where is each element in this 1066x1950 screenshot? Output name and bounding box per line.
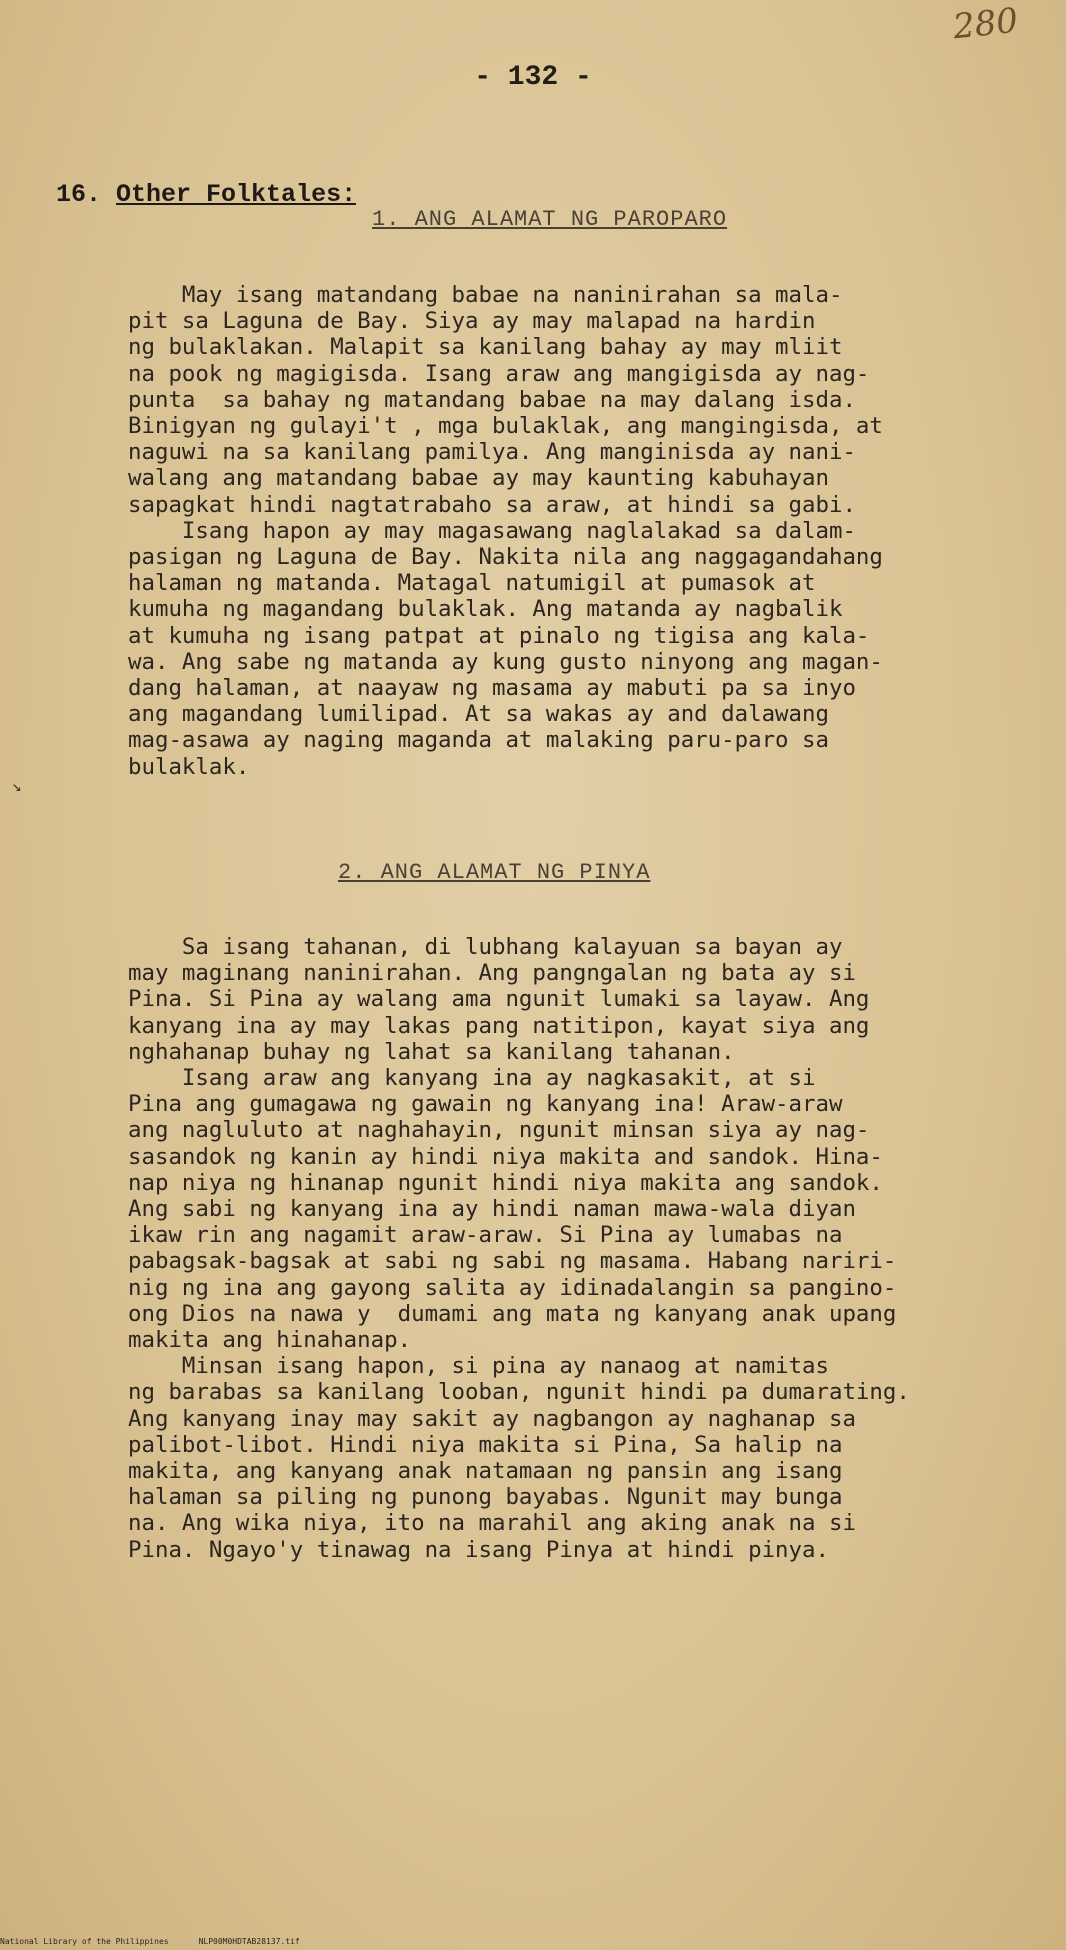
footer-library: National Library of the Philippines bbox=[0, 1937, 169, 1946]
footer-file-code: NLP00M0HDTAB28137.tif bbox=[198, 1937, 300, 1946]
story-title-paroparo: 1. ANG ALAMAT NG PAROPARO bbox=[372, 207, 728, 232]
section-title: Other Folktales: bbox=[116, 180, 357, 209]
story-title-pinya: 2. ANG ALAMAT NG PINYA bbox=[338, 860, 651, 885]
margin-mark: ↘ bbox=[12, 778, 22, 796]
story-text-pinya: Sa isang tahanan, di lubhang kalayuan sa bayan ay may maginang naninirahan. Ang pangngalan ng bata ay si Pina. Si Pina ay walang ama ngunit lumaki sa layaw. Ang kanyang ina ay may lakas pang natitipon, kayat siya ang nghahanap buhay ng lahat sa kanilang tahanan. Isang araw ang kanyang ina ay nagkasakit, at si Pina ang gumagawa ng gawain ng kanyang ina! Araw-araw ang nagluluto at naghahayin, ngunit minsan siya ay nag- sasandok ng kanin ay hindi niya makita and sandok. Hina- nap niya ng hinanap ngunit hindi niya makita ang sandok. Ang sabi ng kanyang ina ay hindi naman mawa-wala diyan ikaw rin ang nagamit araw-araw. Si Pina ay lumabas na pabagsak-bagsak at sabi ng sabi ng masama. Habang nariri- nig ng ina ang gayong salita ay idinadalangin sa pangino- ong Dios na nawa y dumami ang mata ng kanyang anak upang makita ang hinahanap. Minsan isang hapon, si pina ay nanaog at namitas ng barabas sa kanilang looban, ngunit hindi pa dumarating. Ang kanyang inay may sakit ay nagbangon ay naghanap sa palibot-libot. Hindi niya makita si Pina, Sa halip na makita, ang kanyang anak natamaan ng pansin ang isang halaman sa piling ng punong bayabas. Ngunit may bunga na. Ang wika niya, ito na marahil ang aking anak na si Pina. Ngayo'y tinawag na isang Pinya at hindi pinya. bbox=[128, 934, 910, 1563]
page-number: - 132 - bbox=[474, 62, 592, 93]
story-text-paroparo: May isang matandang babae na naninirahan sa mala- pit sa Laguna de Bay. Siya ay may malapad na hardin ng bulaklakan. Malapit sa kanilang bahay ay may mliit na pook ng magigisda. Isang araw ang mangigisda ay nag- punta sa bahay ng matandang babae na may dalang isda. Binigyan ng gulayi't , mga bulaklak, ang mangingisda, at naguwi na sa kanilang pamilya. Ang manginisda ay nani- walang ang matandang babae ay may kaunting kabuhayan sapagkat hindi nagtatrabaho sa araw, at hindi sa gabi. Isang hapon ay may magasawang naglalakad sa dalam- pasigan ng Laguna de Bay. Nakita nila ang naggagandahang halaman ng matanda. Matagal natumigil at pumasok at kumuha ng magandang bulaklak. Ang matanda ay nagbalik at kumuha ng isang patpat at pinalo ng tigisa ang kala- wa. Ang sabe ng matanda ay kung gusto ninyong ang magan- dang halaman, at naayaw ng masama ay mabuti pa sa inyo ang magandang lumilipad. At sa wakas ay and dalawang mag-asawa ay naging maganda at malaking paru-paro sa bulaklak. bbox=[128, 282, 883, 780]
handwritten-page-note: 280 bbox=[951, 0, 1020, 48]
scan-footer bbox=[0, 1937, 300, 1946]
section-heading bbox=[56, 180, 356, 209]
section-number: 16. bbox=[56, 180, 102, 209]
